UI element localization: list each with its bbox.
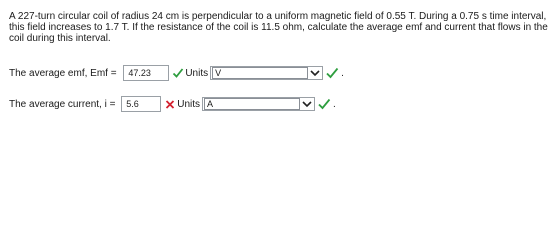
- chevron-down-icon: [300, 98, 314, 110]
- current-unit-value: A: [204, 98, 300, 110]
- current-unit-select[interactable]: [202, 97, 315, 111]
- check-icon: [172, 66, 184, 80]
- current-input[interactable]: 5.6: [121, 96, 161, 112]
- emf-period: .: [341, 67, 344, 79]
- emf-answer-row: [9, 65, 344, 81]
- emf-unit-select[interactable]: [210, 66, 323, 80]
- emf-units-label: Units: [185, 67, 209, 79]
- question-text: A 227-turn circular coil of radius 24 cm is perpendicular to a uniform magnetic field of 0.55 T. During a 0.75 s time interval, this field increases to 1.7 T. If the resistance of the coil is 11.5 ohm, calculate the average emf and current that flows in the coil during this interval.: [9, 11, 548, 44]
- current-units-label: Units: [177, 98, 201, 110]
- cross-icon: [164, 97, 176, 111]
- current-period: .: [333, 98, 336, 110]
- check-icon: [317, 97, 331, 111]
- emf-label: The average emf, Emf =: [9, 67, 120, 79]
- current-answer-row: [9, 96, 336, 112]
- chevron-down-icon: [308, 67, 322, 79]
- emf-unit-value: V: [212, 67, 308, 79]
- current-label: The average current, i =: [9, 98, 119, 110]
- emf-input[interactable]: 47.23: [123, 65, 169, 81]
- check-icon: [325, 66, 339, 80]
